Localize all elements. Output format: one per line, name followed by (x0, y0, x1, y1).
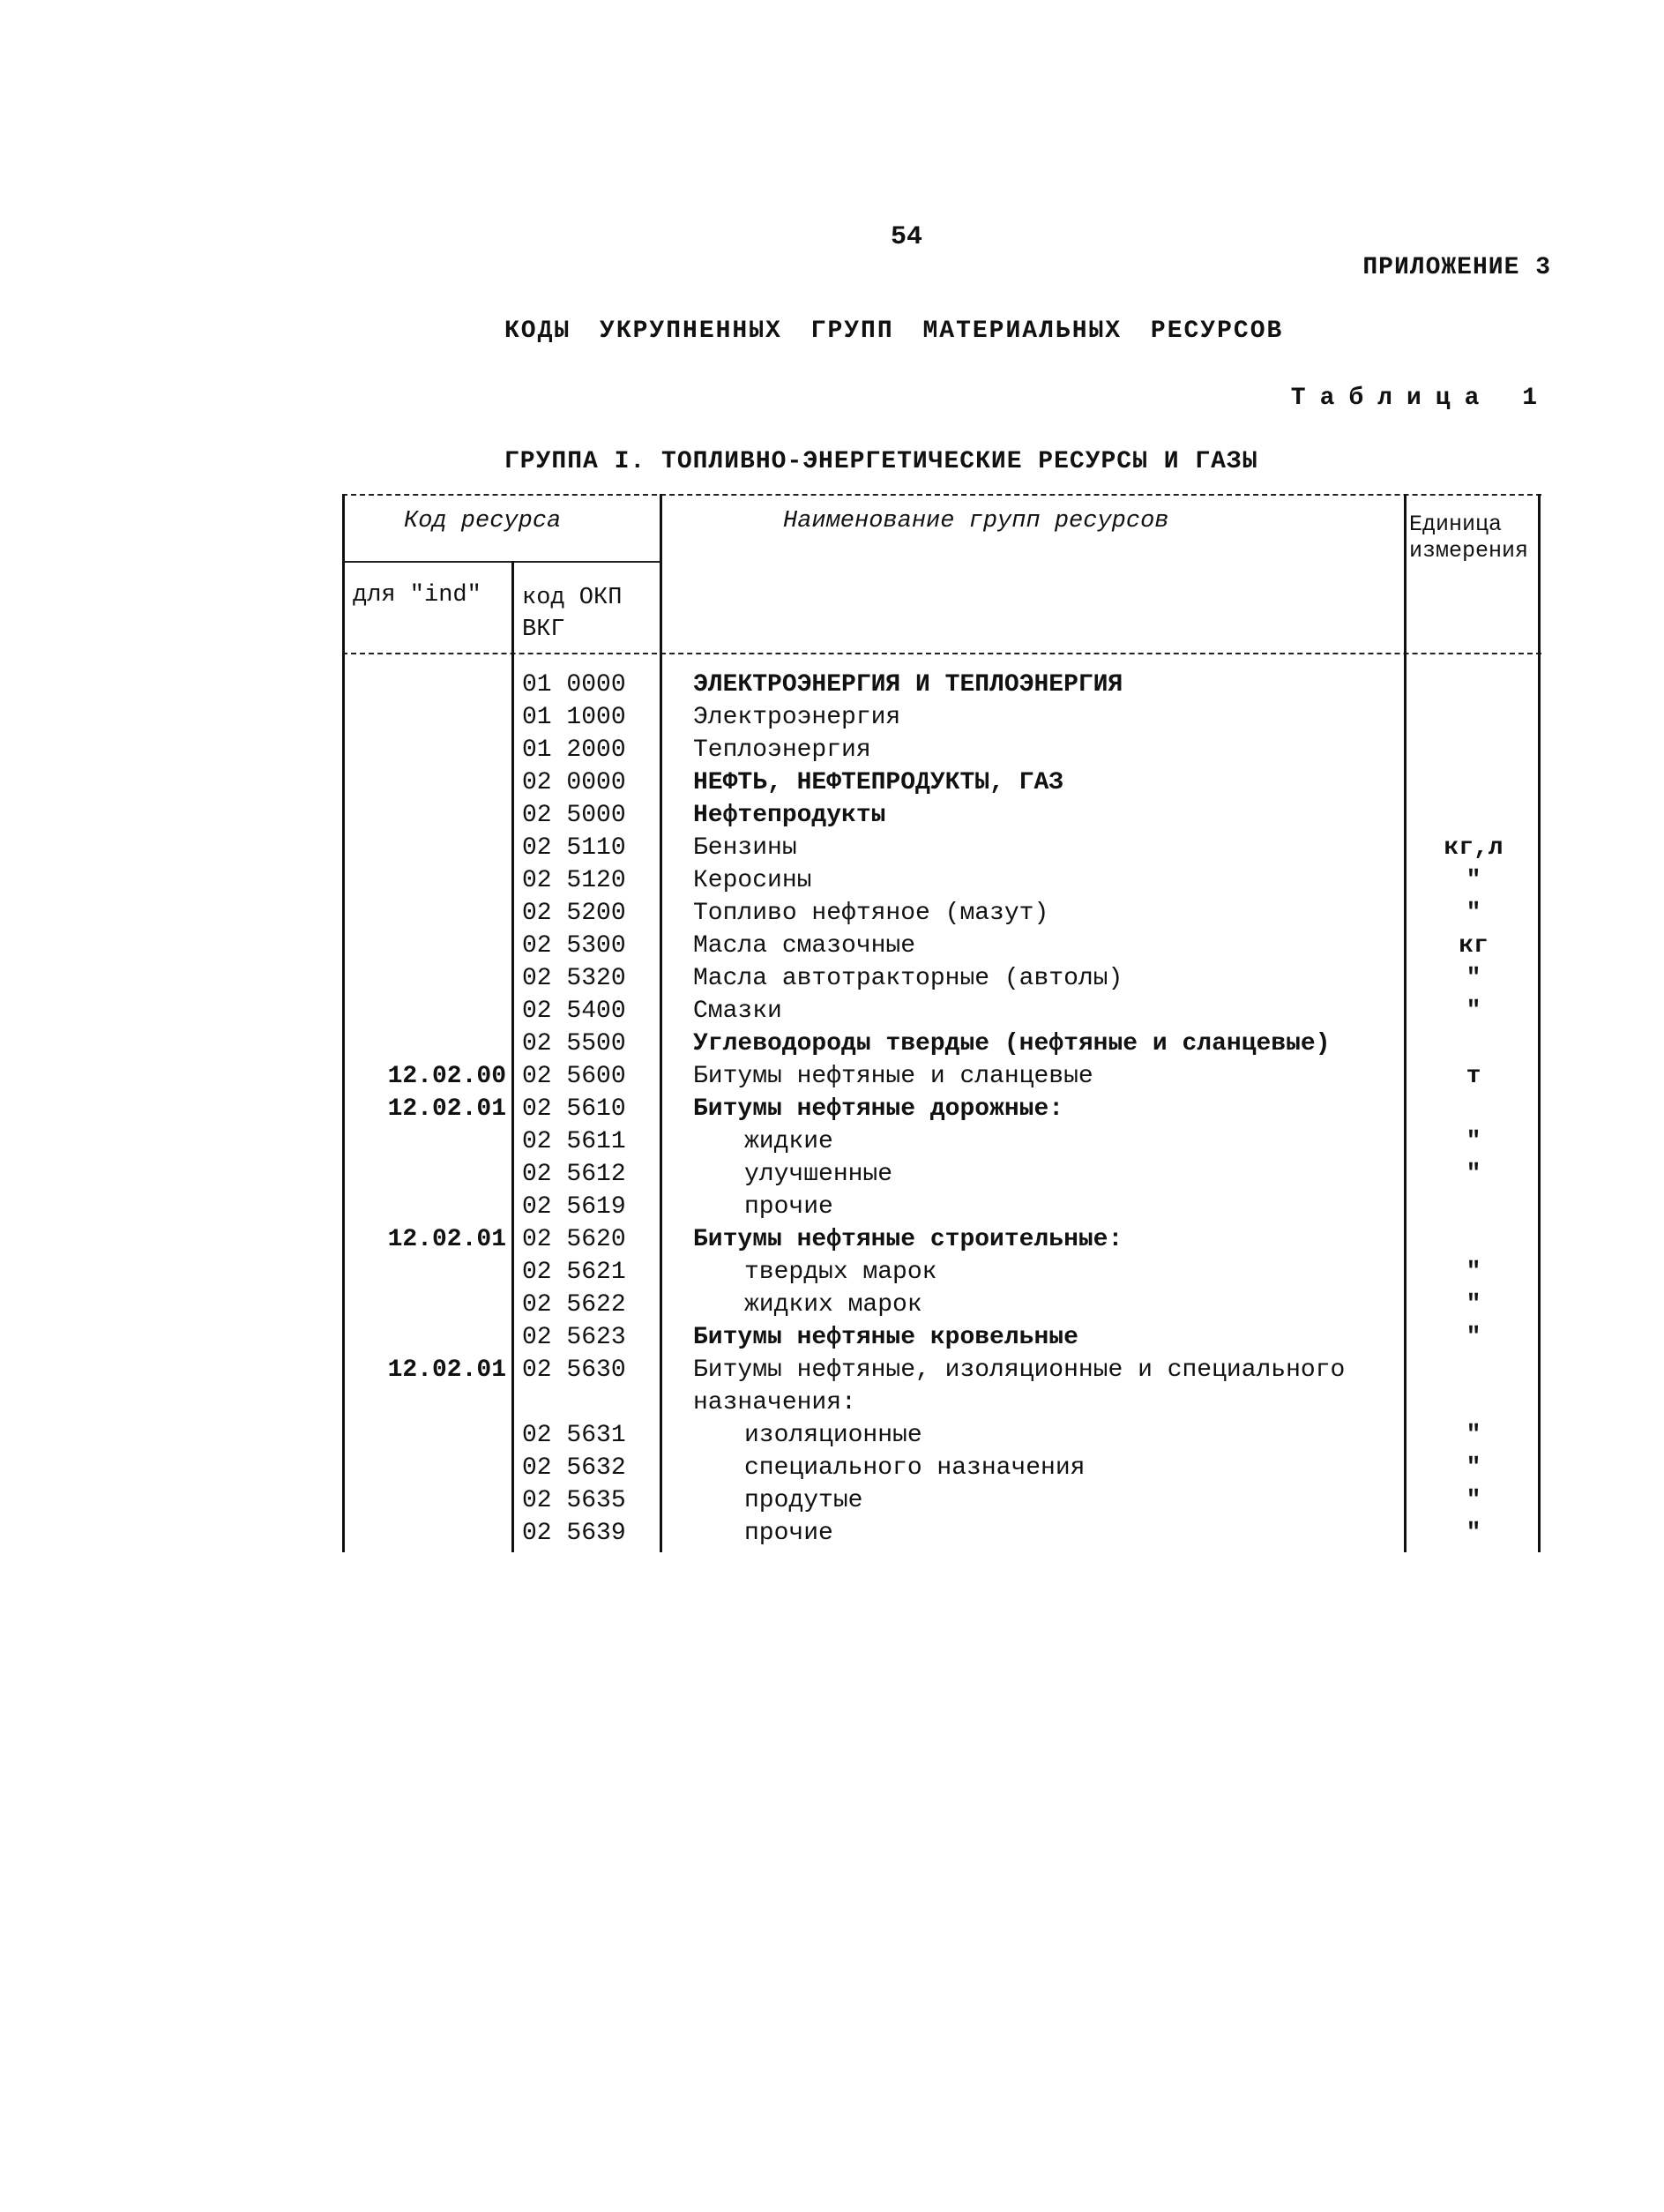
cell-group-name: Нефтепродукты (693, 802, 886, 829)
cell-okp-code: 02 5110 (522, 834, 626, 862)
cell-group-name: НЕФТЬ, НЕФТЕПРОДУКТЫ, ГАЗ (693, 769, 1064, 796)
cell-okp-code: 01 1000 (522, 704, 626, 731)
cell-unit: кг (1459, 932, 1489, 960)
cell-okp-code: 02 5600 (522, 1063, 626, 1090)
cell-okp-code: 02 5639 (522, 1520, 626, 1547)
table-row (342, 1158, 1541, 1191)
cell-okp-code: 02 5320 (522, 965, 626, 992)
cell-group-name: Битумы нефтяные, изоляционные и специального назначения: (693, 1356, 1346, 1416)
cell-okp-code: 02 5120 (522, 867, 626, 894)
group-title: ГРУППА I. ТОПЛИВНО-ЭНЕРГЕТИЧЕСКИЕ РЕСУРСЫ И ГАЗЫ (504, 448, 1258, 475)
cell-group-name: Электроэнергия (693, 704, 901, 731)
cell-unit: " (1466, 1324, 1481, 1351)
cell-unit: " (1466, 1520, 1481, 1547)
cell-okp-code: 02 5635 (522, 1487, 626, 1514)
cell-unit: " (1466, 1422, 1481, 1449)
cell-okp-code: 02 5612 (522, 1161, 626, 1188)
cell-group-name: жидкие (744, 1128, 833, 1155)
cell-unit: " (1466, 1161, 1481, 1188)
cell-okp-code: 02 5630 (522, 1356, 626, 1384)
cell-group-name: ЭЛЕКТРОЭНЕРГИЯ И ТЕПЛОЭНЕРГИЯ (693, 671, 1123, 699)
cell-group-name: Углеводороды твердые (нефтяные и сланцевые) (693, 1030, 1331, 1057)
table-row (342, 1028, 1541, 1060)
cell-unit: " (1466, 998, 1481, 1025)
cell-group-name: специального назначения (744, 1454, 1086, 1482)
cell-unit: " (1466, 1128, 1481, 1155)
cell-group-name: Битумы нефтяные и сланцевые (693, 1063, 1093, 1090)
cell-group-name: Топливо нефтяное (мазут) (693, 900, 1049, 927)
cell-ind-code: 12.02.01 (387, 1356, 506, 1384)
table-row (342, 995, 1541, 1028)
cell-unit: " (1466, 965, 1481, 992)
cell-unit: " (1466, 1259, 1481, 1286)
cell-okp-code: 02 5300 (522, 932, 626, 960)
appendix-label: ПРИЛОЖЕНИЕ 3 (1362, 254, 1551, 281)
cell-group-name: жидких марок (744, 1291, 922, 1319)
cell-okp-code: 02 0000 (522, 769, 626, 796)
cell-okp-code: 02 5621 (522, 1259, 626, 1286)
cell-okp-code: 02 5623 (522, 1324, 626, 1351)
cell-unit: " (1466, 1487, 1481, 1514)
cell-ind-code: 12.02.01 (387, 1226, 506, 1253)
cell-group-name: изоляционные (744, 1422, 922, 1449)
table-row (342, 1484, 1541, 1517)
cell-ind-code: 12.02.00 (387, 1063, 506, 1090)
table-top-border (342, 494, 1541, 496)
cell-okp-code: 02 5200 (522, 900, 626, 927)
table-row (342, 930, 1541, 962)
table-row (342, 1060, 1541, 1093)
table-row (342, 1354, 1541, 1419)
header-unit: Единица измерения (1409, 512, 1529, 564)
table-row (342, 832, 1541, 864)
cell-group-name: Битумы нефтяные строительные: (693, 1226, 1123, 1253)
header-bottom-border (342, 653, 1541, 654)
page-number: 54 (891, 222, 923, 252)
table-row (342, 734, 1541, 766)
cell-okp-code: 02 5632 (522, 1454, 626, 1482)
cell-group-name: Масла автотракторные (автолы) (693, 965, 1123, 992)
table-row (342, 1321, 1541, 1354)
cell-okp-code: 02 5610 (522, 1095, 626, 1123)
cell-group-name: Битумы нефтяные кровельные (693, 1324, 1078, 1351)
table-row (342, 1289, 1541, 1321)
cell-unit: т (1466, 1063, 1481, 1090)
header-okp-code: код ОКП ВКГ (522, 585, 623, 643)
table-row (342, 1223, 1541, 1256)
cell-group-name: Керосины (693, 867, 812, 894)
cell-okp-code: 02 5500 (522, 1030, 626, 1057)
table-row (342, 766, 1541, 799)
table-row (342, 1419, 1541, 1452)
cell-group-name: Теплоэнергия (693, 736, 871, 764)
cell-group-name: улучшенные (744, 1161, 893, 1188)
table-row (342, 1256, 1541, 1289)
header-resource-code: Код ресурса (404, 508, 562, 534)
cell-okp-code: 02 5620 (522, 1226, 626, 1253)
cell-group-name: прочие (744, 1520, 833, 1547)
cell-okp-code: 01 0000 (522, 671, 626, 699)
header-sub-divider (342, 561, 660, 563)
cell-group-name: прочие (744, 1193, 833, 1221)
cell-group-name: продутые (744, 1487, 863, 1514)
table-label: Таблица 1 (1290, 385, 1551, 412)
table-row (342, 1191, 1541, 1223)
cell-group-name: Смазки (693, 998, 782, 1025)
table-row (342, 1125, 1541, 1158)
table-row (342, 962, 1541, 995)
table-row (342, 799, 1541, 832)
cell-okp-code: 02 5619 (522, 1193, 626, 1221)
cell-group-name: твердых марок (744, 1259, 937, 1286)
cell-okp-code: 02 5400 (522, 998, 626, 1025)
cell-unit: " (1466, 900, 1481, 927)
table-row (342, 897, 1541, 930)
header-group-name: Наименование групп ресурсов (783, 508, 1169, 534)
cell-okp-code: 02 5611 (522, 1128, 626, 1155)
header-for-ind: для "ind" (353, 582, 481, 609)
table-row (342, 1517, 1541, 1550)
cell-group-name: Масла смазочные (693, 932, 916, 960)
table-body (342, 669, 1541, 1550)
cell-group-name: Битумы нефтяные дорожные: (693, 1095, 1064, 1123)
cell-okp-code: 02 5000 (522, 802, 626, 829)
table-row (342, 701, 1541, 734)
cell-group-name: Бензины (693, 834, 797, 862)
table-row (342, 1093, 1541, 1125)
cell-unit: кг,л (1444, 834, 1504, 862)
cell-unit: " (1466, 1291, 1481, 1319)
table-row (342, 864, 1541, 897)
cell-unit: " (1466, 867, 1481, 894)
table-row (342, 1452, 1541, 1484)
resource-table (342, 494, 1541, 1552)
cell-unit: " (1466, 1454, 1481, 1482)
cell-ind-code: 12.02.01 (387, 1095, 506, 1123)
cell-okp-code: 01 2000 (522, 736, 626, 764)
table-row (342, 669, 1541, 701)
document-title: КОДЫ УКРУПНЕННЫХ ГРУПП МАТЕРИАЛЬНЫХ РЕСУРСОВ (504, 318, 1284, 345)
cell-okp-code: 02 5622 (522, 1291, 626, 1319)
cell-okp-code: 02 5631 (522, 1422, 626, 1449)
